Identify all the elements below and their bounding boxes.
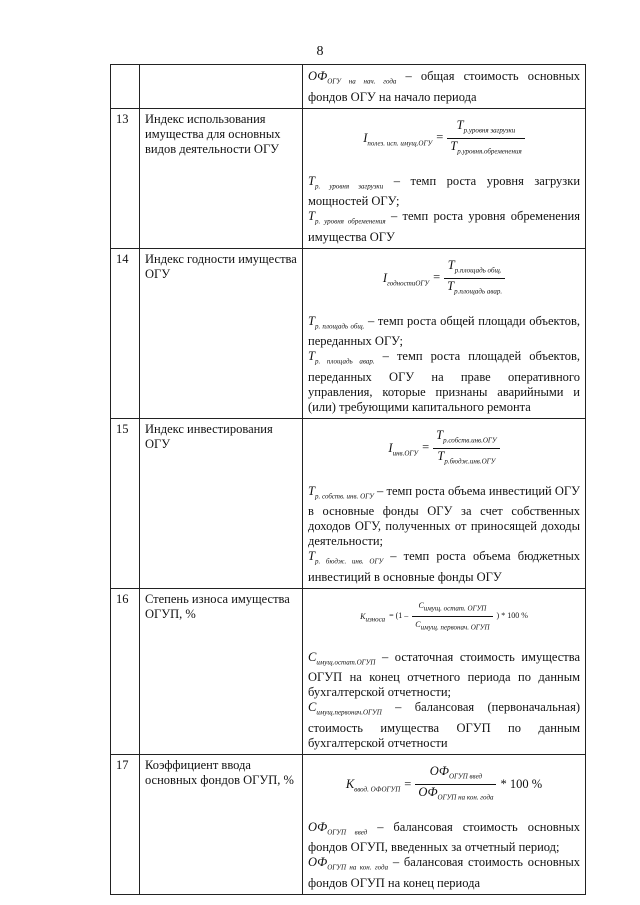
definition-text: – темп роста объема инвестиций ОГУ в основные фонды ОГУ за счет собственных доходов ОГУ, полученных от приносящей доходы деятельности; (308, 483, 580, 548)
denominator-subscript: р.площадь авар. (454, 287, 503, 296)
definition (308, 549, 580, 585)
fraction-denominator (412, 617, 492, 636)
definition-symbol: Т (308, 549, 315, 563)
row-number (111, 65, 140, 109)
definition-subscript: имущ.первонач.ОГУП (316, 708, 382, 717)
definition-text: – балансовая (первоначальная) стоимость имущества ОГУП по данным бухгалтерской отчетности (308, 700, 580, 750)
row-number: 13 (111, 108, 140, 248)
denominator-subscript: р.бюдж.инв.ОГУ (444, 457, 496, 466)
formula-equals: = (1 – (389, 611, 409, 621)
fraction-numerator (447, 118, 524, 140)
formula-lhs: I (382, 270, 387, 285)
formula-lhs-subscript: ввод. ОФОГУП (354, 785, 401, 794)
fraction-numerator (415, 764, 496, 786)
definition (308, 855, 580, 891)
formula-tail: * 100 % (500, 776, 543, 791)
table-row (111, 588, 586, 754)
definition-text: – общая стоимость основных фондов ОГУ на начало периода (308, 69, 580, 104)
numerator-symbol: T (436, 427, 444, 442)
numerator-subscript: р.площадь общ. (454, 266, 502, 274)
table-row (111, 754, 586, 894)
definition-text: – балансовая стоимость основных фондов ОГУП, введенных за отчетный период; (308, 819, 580, 855)
definition-symbol: Т (308, 313, 315, 328)
indicator-description (303, 588, 586, 754)
formula-equals: = (404, 776, 412, 791)
fraction-denominator (444, 279, 505, 300)
numerator-symbol: С (418, 600, 424, 610)
definition-symbol: С (308, 649, 317, 664)
denominator-subscript: р.уровня.обременения (457, 147, 522, 156)
numerator-subscript: р.уровня загрузки (463, 126, 516, 134)
numerator-subscript: р.собств.инв.ОГУ (443, 436, 497, 444)
definitions (308, 314, 580, 415)
denominator-symbol: T (447, 279, 455, 293)
formula-fraction (415, 764, 496, 806)
formula (308, 764, 580, 806)
definition-text: – темп роста общей площади объектов, переданных ОГУ; (308, 313, 580, 348)
fraction-denominator (433, 449, 499, 470)
definitions (308, 820, 580, 891)
definition-text: – темп роста уровня загрузки мощностей ОГУ; (308, 173, 581, 208)
row-number: 16 (111, 588, 140, 754)
definition-text: – остаточная стоимость имущества ОГУП на конец отчетного периода по данным бухгалтерской отчетности; (308, 649, 580, 700)
definition-text: – темп роста объема бюджетных инвестиций в основные фонды ОГУ (308, 549, 580, 584)
formula-lhs-subscript: инв.ОГУ (392, 448, 419, 457)
definition-symbol: Т (308, 173, 315, 188)
definition-subscript: р. площадь общ. (314, 322, 365, 330)
indicator-description (303, 754, 586, 894)
indicator-description (303, 108, 586, 248)
definition-subscript: р. площадь авар. (314, 357, 375, 366)
definition (308, 700, 580, 751)
row-number: 17 (111, 754, 140, 894)
definition (308, 650, 580, 701)
definition (308, 484, 580, 550)
formula-equals: = (422, 440, 430, 455)
indicators-table (110, 64, 586, 895)
definition (308, 349, 580, 415)
definition-symbol: Т (308, 349, 315, 363)
page-number: 8 (316, 44, 324, 59)
definition-subscript: имущ.остат.ОГУП (316, 658, 376, 667)
definition-symbol: С (308, 700, 317, 715)
denominator-symbol: T (450, 139, 458, 153)
definition-subscript: р. уровня обременения (314, 217, 386, 226)
row-number: 15 (111, 418, 140, 588)
indicator-name: Коэффициент ввода основных фондов ОГУП, % (140, 754, 303, 894)
indicator-name (140, 65, 303, 109)
formula-lhs: К (345, 776, 355, 791)
denominator-subscript: имущ. первонач. ОГУП (420, 623, 490, 632)
formula-equals: = (433, 270, 441, 285)
definition (308, 174, 580, 210)
definition (308, 69, 580, 105)
formula-lhs: I (363, 130, 368, 145)
numerator-symbol: T (447, 257, 455, 272)
formula-tail: ) * 100 % (496, 611, 528, 621)
formula (308, 428, 580, 470)
fraction-numerator (444, 258, 505, 280)
definition (308, 820, 580, 856)
indicator-description (303, 65, 586, 109)
indicator-name: Индекс инвестирования ОГУ (140, 418, 303, 588)
definitions (308, 484, 580, 585)
table-row (111, 65, 586, 109)
formula-fraction (447, 118, 524, 160)
numerator-subscript: ОГУП введ (448, 772, 483, 781)
denominator-symbol: С (415, 620, 421, 630)
indicator-name: Индекс использования имущества для основных видов деятельности ОГУ (140, 108, 303, 248)
denominator-subscript: ОГУП на кон. года (437, 793, 494, 802)
definition (308, 209, 580, 245)
formula (308, 258, 580, 300)
definition-symbol: Т (308, 483, 315, 498)
table-row (111, 248, 586, 418)
definition-symbol: ОФ (308, 69, 328, 83)
definition-subscript: ОГУП на кон. года (327, 863, 389, 872)
definitions (308, 650, 580, 751)
indicator-description (303, 248, 586, 418)
row-number: 14 (111, 248, 140, 418)
definition-text: – темп роста уровня обременения имущества ОГУ (308, 209, 580, 244)
definitions (308, 174, 580, 245)
definition (308, 314, 580, 350)
numerator-symbol: T (456, 117, 464, 132)
definition-subscript: ОГУП введ (327, 828, 368, 837)
definition-subscript: р. собств. инв. ОГУ (314, 492, 374, 500)
formula-lhs-subscript: износа (365, 615, 386, 624)
definition-symbol: Т (308, 209, 315, 223)
formula (308, 598, 580, 636)
indicator-name: Степень износа имущества ОГУП, % (140, 588, 303, 754)
definition-text: – темп роста площадей объектов, переданных ОГУ на праве оперативного управления, которые признаны аварийными и (или) требующими капитального ремонта (308, 349, 580, 414)
table-row (111, 418, 586, 588)
formula-lhs: I (388, 440, 393, 455)
numerator-subscript: имущ. остат. ОГУП (423, 604, 487, 613)
formula-lhs: К (360, 611, 366, 621)
formula (308, 118, 580, 160)
table-row (111, 108, 586, 248)
fraction-denominator (447, 139, 524, 160)
formula-fraction (444, 258, 505, 300)
fraction-numerator (412, 598, 492, 618)
definition-subscript: р. бюдж. инв. ОГУ (314, 557, 384, 566)
definition-text: – балансовая стоимость основных фондов ОГУП на конец периода (308, 855, 580, 890)
formula-fraction (433, 428, 499, 470)
definition-symbol: ОФ (308, 819, 328, 834)
formula-lhs-subscript: полез. исп. имущ.ОГУ (367, 138, 433, 147)
definitions (308, 69, 580, 105)
definition-subscript: р. уровня загрузки (314, 182, 384, 190)
indicator-description (303, 418, 586, 588)
denominator-symbol: T (437, 449, 445, 463)
formula-lhs-subscript: годностиОГУ (387, 278, 430, 287)
fraction-denominator (415, 785, 496, 806)
indicator-name: Индекс годности имущества ОГУ (140, 248, 303, 418)
definition-symbol: ОФ (308, 855, 328, 870)
denominator-symbol: ОФ (418, 785, 438, 800)
definition-subscript: ОГУ на нач. года (327, 77, 397, 86)
formula-fraction (412, 598, 492, 636)
formula-equals: = (436, 130, 444, 145)
fraction-numerator (433, 428, 499, 450)
numerator-symbol: ОФ (429, 763, 449, 778)
